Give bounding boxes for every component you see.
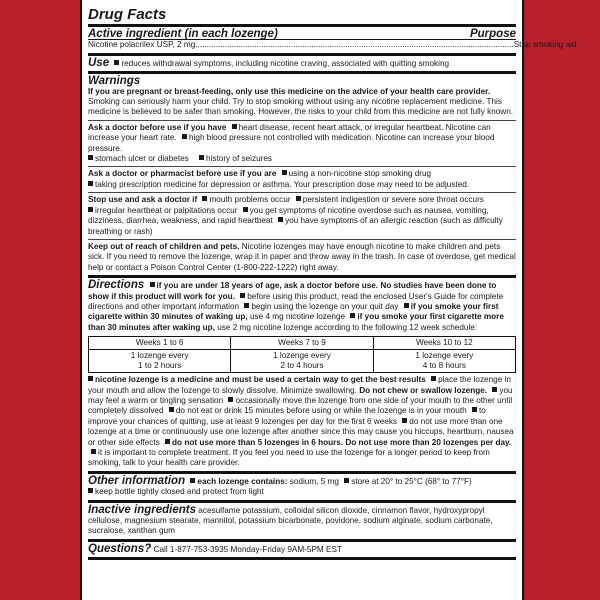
within-30-minutes: if you smoke your first cigarette within 30 minutes of waking up, xyxy=(88,301,499,322)
other-information-heading: Other information xyxy=(88,474,186,487)
bullet-icon xyxy=(88,207,93,212)
active-ingredient-heading: Active ingredient (in each lozenge) xyxy=(88,28,278,40)
questions-phone: Call 1-877-753-3935 Monday-Friday 9AM-5PM EST xyxy=(153,544,342,554)
list-item: you have symptoms of an allergic reaction (such as difficulty breathing or rash) xyxy=(88,216,503,236)
directions-text: use 2 mg nicotine lozenge according to the following 12 week schedule: xyxy=(217,322,478,332)
bullet-icon xyxy=(296,196,301,201)
bullet-icon xyxy=(404,303,409,308)
bullet-icon xyxy=(244,303,249,308)
table-header: Weeks 10 to 12 xyxy=(373,337,515,350)
questions-section xyxy=(88,542,516,560)
bullet-icon xyxy=(402,418,407,423)
limit-warning: do not use more than 5 lozenges in 6 hours. Do not use more than 20 lozenges per day. xyxy=(172,437,512,447)
bullet-icon xyxy=(169,407,174,412)
bullet-icon xyxy=(344,478,349,483)
other-information-section xyxy=(88,474,516,503)
dosing-schedule-table xyxy=(88,336,516,373)
directions-text: do not use more than one lozenge at a time or continuously use one lozenge after another since this may cause you hiccups, heartburn, nausea or other side effects xyxy=(88,416,514,447)
list-item: persistent indigestion or severe sore throat occurs xyxy=(302,195,484,205)
drug-facts-panel xyxy=(80,0,577,600)
directions-text: place the lozenge in your mouth and allow the lozenge to slowly dissolve. Minimize swallowing. xyxy=(88,375,511,395)
bullet-icon xyxy=(88,155,93,160)
table-row xyxy=(89,337,516,350)
warnings-section xyxy=(88,74,516,121)
keep-closed-text: keep bottle tightly closed and protect from light xyxy=(95,487,264,497)
bullet-icon xyxy=(232,124,237,129)
list-item: you get symptoms of nicotine overdose such as nausea, vomiting, dizziness, diarrhea, weakness, and rapid heartbeat xyxy=(88,205,489,226)
list-item: high blood pressure not controlled with medication. Nicotine can increase your blood pressure. xyxy=(88,133,495,153)
bullet-icon xyxy=(278,217,283,222)
storage-text: store at 20° to 25°C (68° to 77°F) xyxy=(351,476,472,486)
inactive-ingredients-text: acesulfame potassium, colloidal silicon dioxide, cinnamon flavor, hydroxypropyl cellulose, magnesium stearate, mannitol, potassium bicarbonate, povidone, sodium alginate, sodium carbonate, sucralose, xanthan gum xyxy=(88,505,493,536)
leader-dots: ............................................................................................................................................ xyxy=(195,40,514,50)
list-item: heart disease, recent heart attack, or irregular heartbeat. Nicotine can increase your heart rate. xyxy=(88,122,491,143)
table-header: Weeks 1 to 6 xyxy=(89,337,231,350)
list-item: using a non-nicotine stop smoking drug xyxy=(288,169,432,179)
bullet-icon xyxy=(150,282,155,287)
list-item: history of seizures xyxy=(206,154,273,164)
bullet-icon xyxy=(492,387,497,392)
chew-warning: Do not chew or swallow lozenge. xyxy=(359,385,488,395)
drug-facts-title: Drug Facts xyxy=(88,4,516,27)
bullet-icon xyxy=(243,207,248,212)
cell-line: 1 lozenge every xyxy=(415,351,474,361)
bullet-icon xyxy=(190,478,195,483)
purpose-heading: Purpose xyxy=(469,28,516,40)
directions-heading: Directions xyxy=(88,279,145,292)
medicine-warning: nicotine lozenge is a medicine and must be used a certain way to get the best results xyxy=(95,375,426,385)
bullet-icon xyxy=(228,397,233,402)
bullet-icon xyxy=(431,376,436,381)
list-item: irregular heartbeat or palpitations occur xyxy=(95,205,238,215)
directions-text: begin using the lozenge on your quit day xyxy=(251,301,399,311)
questions-heading: Questions? xyxy=(88,542,152,555)
pregnant-text: Smoking can seriously harm your child. Try to stop smoking without using any nicotine replacement medicine. This medicine is believed to be safer than smoking. However, the risks to your child from this medicine are not fully known. xyxy=(88,97,514,117)
cell-line: 1 lozenge every xyxy=(130,351,189,361)
active-ingredient-section xyxy=(88,27,577,56)
stop-use-heading: Stop use and ask a doctor if xyxy=(88,195,198,205)
bullet-icon xyxy=(91,449,96,454)
directions-text: to improve your chances of quitting, use at least 9 lozenges per day for the first 6 weeks xyxy=(88,406,486,426)
ask-pharmacist-heading: Ask a doctor or pharmacist before use if you are xyxy=(88,169,277,179)
bullet-icon xyxy=(88,181,93,186)
bullet-icon xyxy=(472,407,477,412)
directions-text: before using this product, read the enclosed User's Guide for complete directions and other important information xyxy=(88,291,504,311)
pregnant-warning: If you are pregnant or breast-feeding, only use this medicine on the advice of your health care provider. xyxy=(88,86,491,96)
bullet-icon xyxy=(350,313,355,318)
use-text: reduces withdrawal symptoms, including nicotine craving, associated with quitting smoking xyxy=(121,58,450,68)
cell-line: 1 to 2 hours xyxy=(138,361,182,371)
list-item: stomach ulcer or diabetes xyxy=(95,154,189,164)
use-heading: Use xyxy=(88,56,110,69)
bullet-icon xyxy=(199,155,204,160)
more-than-30-minutes: if you smoke your first cigarette more than 30 minutes after waking up, xyxy=(88,312,504,332)
table-cell xyxy=(231,350,373,373)
stop-use-section xyxy=(88,193,516,240)
bullet-icon xyxy=(240,293,245,298)
table-cell xyxy=(89,350,231,373)
directions-text: do not eat or drink 15 minutes before using or while the lozenge is in your mouth xyxy=(175,406,467,416)
inactive-ingredients-heading: Inactive ingredients xyxy=(88,503,197,516)
bullet-icon xyxy=(88,376,93,381)
directions-text: you may feel a warm or tingling sensation xyxy=(88,385,513,405)
directions-text: it is important to complete treatment. If you feel you need to use the lozenge for a longer period to keep from smoking, talk to your health care provider. xyxy=(88,448,490,468)
sodium-label: each lozenge contains: xyxy=(197,476,288,486)
directions-text: occasionally move the lozenge from one side of your mouth to the other until completely dissolved xyxy=(88,395,513,416)
list-item: mouth problems occur xyxy=(209,195,291,205)
bullet-icon xyxy=(182,134,187,139)
purpose-value: Stop smoking aid xyxy=(513,40,577,50)
ask-doctor-section xyxy=(88,121,516,168)
bullet-icon xyxy=(165,439,170,444)
bullet-icon xyxy=(88,488,93,493)
directions-section xyxy=(88,278,516,474)
bullet-icon xyxy=(114,60,119,65)
cell-line: 4 to 8 hours xyxy=(422,361,466,371)
ask-pharmacist-section xyxy=(88,167,516,193)
keep-out-of-reach-heading: Keep out of reach of children and pets. xyxy=(88,241,240,251)
bullet-icon xyxy=(202,196,207,201)
inactive-ingredients-section xyxy=(88,503,516,542)
table-row xyxy=(89,350,516,373)
under-18-warning: if you are under 18 years of age, ask a doctor before use. No studies have been done to show if this product will work for you. xyxy=(88,281,497,301)
active-ingredient-name: Nicotine polacrilex USP, 2 mg xyxy=(88,40,196,50)
keep-out-of-reach-section xyxy=(88,240,516,278)
list-item: taking prescription medicine for depression or asthma. Your prescription dose may need to be adjusted. xyxy=(95,179,470,189)
table-cell xyxy=(373,350,515,373)
keep-out-of-reach-text: Nicotine lozenges may have enough nicotine to make children and pets sick. If you need to remove the lozenge, wrap it in paper and throw away in the trash. In case of overdose, get medical help or contact a Poison Control Center (1-800-222-1222) right away. xyxy=(88,241,516,272)
bullet-icon xyxy=(282,170,287,175)
sodium-value: sodium, 5 mg xyxy=(289,476,339,486)
cell-line: 2 to 4 hours xyxy=(280,361,324,371)
cell-line: 1 lozenge every xyxy=(273,351,331,361)
ask-doctor-heading: Ask a doctor before use if you have xyxy=(88,122,227,132)
use-section xyxy=(88,56,516,74)
table-header: Weeks 7 to 9 xyxy=(231,337,373,350)
warnings-heading: Warnings xyxy=(88,75,141,88)
directions-text: use 4 mg nicotine lozenge xyxy=(249,312,346,322)
